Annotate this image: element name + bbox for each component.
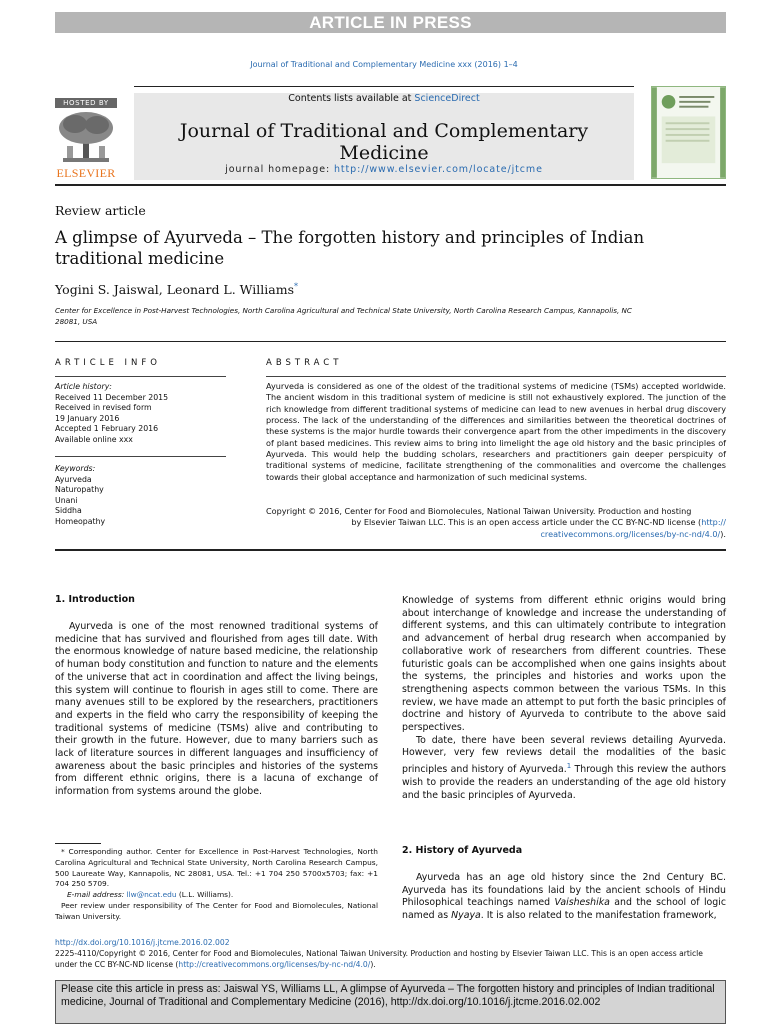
journal-cover-thumbnail xyxy=(651,86,726,179)
intro-paragraph: Ayurveda is one of the most renowned traditional systems of medicine that has survived and flourished from ages till date. With the enormous knowledge of nature based medicine, the relationship of human body constitution and function to nature and the elements of the universe that act in coordination and affect the living beings, this system will continue to flourish in ages still to come. There are many avenues still to be explored by the researchers, practitioners and experts in the field who carry the responsibility of keeping the traditional systems of medicine (TSMs) alive and contributing to their growth in the future. However, due to many barriers such as lack of literature sources in different languages and insufficiency of awareness about the basic principles and histories of the systems from different ethnic origins, there is a lacuna of exchange of information from systems around the globe. xyxy=(55,621,378,798)
issn-license-link[interactable]: http://creativecommons.org/licenses/by-nc-nd/4.0/ xyxy=(178,959,371,969)
history-item: Received 11 December 2015 xyxy=(55,392,169,402)
article-history-label: Article history: xyxy=(55,382,112,391)
history-item: 19 January 2016 xyxy=(55,413,120,423)
footnotes xyxy=(55,847,378,923)
history-item: Received in revised form xyxy=(55,403,152,412)
journal-homepage-link[interactable]: http://www.elsevier.com/locate/jtcme xyxy=(333,164,543,175)
elsevier-logo-text: ELSEVIER xyxy=(56,166,116,180)
article-history xyxy=(55,382,226,445)
keywords-rule xyxy=(55,456,226,457)
intro-paragraph: To date, there have been several reviews detailing Ayurveda. However, very few reviews detail the modalities of the basic principles and history of Ayurveda.$^1$ Through this review the authors wish to provide the readers an understanding of the age old history and the basic principles of Ayurveda. xyxy=(402,734,726,801)
hosted-by-label: HOSTED BY xyxy=(55,98,117,108)
abstract-rule xyxy=(266,376,726,377)
info-rule xyxy=(55,341,726,342)
keyword-item: Ayurveda xyxy=(55,474,92,484)
author-affiliation: Center for Excellence in Post-Harvest Technologies, North Carolina Agricultural and Technical State University, North Carolina Research Campus, Kannapolis, NC 28081, USA xyxy=(55,306,632,326)
history-item: Available online xxx xyxy=(55,434,133,444)
sciencedirect-link[interactable]: ScienceDirect xyxy=(414,93,480,104)
license-link-cont[interactable]: creativecommons.org/licenses/by-nc-nd/4.0/ xyxy=(540,528,721,539)
article-type: Review article xyxy=(55,203,146,218)
footnote-rule xyxy=(55,843,101,844)
citation-box: Please cite this article in press as: Jaiswal YS, Williams LL, A glimpse of Ayurveda – The forgotten history and principles of Indian traditional medicine, Journal of Traditional and Complementary Medicine (2016), http://dx.doi.org/10.1016/j.jtcme.2016.02.002 xyxy=(55,980,726,1024)
history-paragraph: Ayurveda has an age old history since the 2nd Century BC. Ayurveda has its foundations laid by the ancient schools of Hindu Philosophical teachings named Vaisheshika and the school of logic named as Nyaya. It is also related to the manifestation framework, xyxy=(402,872,726,922)
section-heading-history: 2. History of Ayurveda xyxy=(402,845,523,856)
article-info-rule xyxy=(55,376,226,377)
abstract-copyright: Copyright © 2016, Center for Food and Biomolecules, National Taiwan University. Production and hosting by Elsevier Taiwan LLC. This is an open access article under the CC BY-NC-ND license (http:// creativecommons.org/licenses/by-nc-nd/4.0/). xyxy=(266,506,726,539)
keyword-item: Naturopathy xyxy=(55,485,104,494)
contents-line: Contents lists available at ScienceDirect xyxy=(288,93,480,104)
article-in-press-banner: ARTICLE IN PRESS xyxy=(55,12,726,33)
keywords-label: Keywords: xyxy=(55,464,96,473)
abstract-heading: ABSTRACT xyxy=(266,358,343,368)
masthead-rule xyxy=(55,184,726,186)
top-rule xyxy=(134,86,634,87)
corresponding-author-note: * Corresponding author. Center for Excellence in Post-Harvest Technologies, North Carolina Agricultural and Technical State University, North Carolina Research Campus, 500 Laureate Way, Kannapolis, NC 28081, USA. Tel.: +1 704 250 5700x5703; fax: +1 704 250 5709. xyxy=(55,847,378,889)
history-column xyxy=(402,872,726,923)
intro-column-right xyxy=(402,595,726,802)
journal-reference-link[interactable]: Journal of Traditional and Complementary Medicine xxx (2016) 1–4 xyxy=(250,60,518,69)
keyword-item: Homeopathy xyxy=(55,516,106,526)
reference-link[interactable]: 1 xyxy=(566,762,572,771)
corresponding-author-marker[interactable]: * xyxy=(294,282,299,291)
journal-masthead xyxy=(134,93,634,180)
journal-title: Journal of Traditional and Complementary Medicine xyxy=(179,120,589,164)
license-link[interactable]: http:// xyxy=(701,517,726,528)
keyword-item: Siddha xyxy=(55,506,82,515)
issn-copyright: 2225-4110/Copyright © 2016, Center for Food and Biomolecules, National Taiwan University. Production and hosting by Elsevier Taiwan LLC. This is an open access article under the CC BY-NC-ND license (http://creativecommons.org/licenses/by-nc-nd/4.0/). xyxy=(55,949,703,969)
author-list: Yogini S. Jaiswal, Leonard L. Williams* xyxy=(55,282,299,298)
elsevier-tree-logo xyxy=(55,110,117,166)
abstract-text: Ayurveda is considered as one of the oldest of the traditional systems of medicine (TSMs) accepted worldwide. The ancient wisdom in this traditional system of medicine is still not exhaustively explored. The junction of the rich knowledge from different traditional systems of medicine can lead to new avenues in herbal drug discovery process. The lack of the understanding of the differences and similarities between the theoretical doctrines of these systems is the major hurdle towards their convergence apart from the other impediments in the discovery of plant based medicines. This review aims to bring into limelight the age old history and the basic principles of Ayurveda. This would help the budding scholars, researchers and practitioners gain deeper perspicuity of traditional systems of medicine, facilitate strengthening of the commonalities and overcome the challenges towards their global acceptance and harmonization of such medicinal systems. xyxy=(266,381,726,482)
section-heading-introduction: 1. Introduction xyxy=(55,594,135,605)
keywords-list xyxy=(55,464,226,527)
body-rule xyxy=(55,549,726,551)
intro-column-left xyxy=(55,621,378,799)
email-note: E-mail address: llw@ncat.edu (L.L. Williams). xyxy=(67,890,234,900)
article-title: A glimpse of Ayurveda – The forgotten history and principles of Indian traditional medicine xyxy=(55,228,645,268)
keyword-item: Unani xyxy=(55,495,78,505)
doi-link[interactable]: http://dx.doi.org/10.1016/j.jtcme.2016.02.002 xyxy=(55,938,230,947)
article-info-heading: ARTICLE INFO xyxy=(55,358,161,368)
peer-review-note: Peer review under responsibility of The Center for Food and Biomolecules, National Taiwan University. xyxy=(55,900,378,921)
email-link[interactable]: llw@ncat.edu xyxy=(126,890,177,900)
journal-homepage-line: journal homepage: http://www.elsevier.com/locate/jtcme xyxy=(225,164,543,175)
history-item: Accepted 1 February 2016 xyxy=(55,424,159,433)
intro-paragraph: Knowledge of systems from different ethnic origins would bring about interchange of knowledge and increase the understanding of different systems, and this can ultimately contribute to integration and advancement of herbal drug research when accompanied by collaborative work of researchers from different countries. These futuristic goals can be accomplished when one gains insights about the systems, the principles and histories and works upon the strengthening aspects common between the various TSMs. In this review, we have made an attempt to put forth the basic principles of doctrine and history of Ayurveda to contribute to the above said perspectives. xyxy=(402,595,726,734)
